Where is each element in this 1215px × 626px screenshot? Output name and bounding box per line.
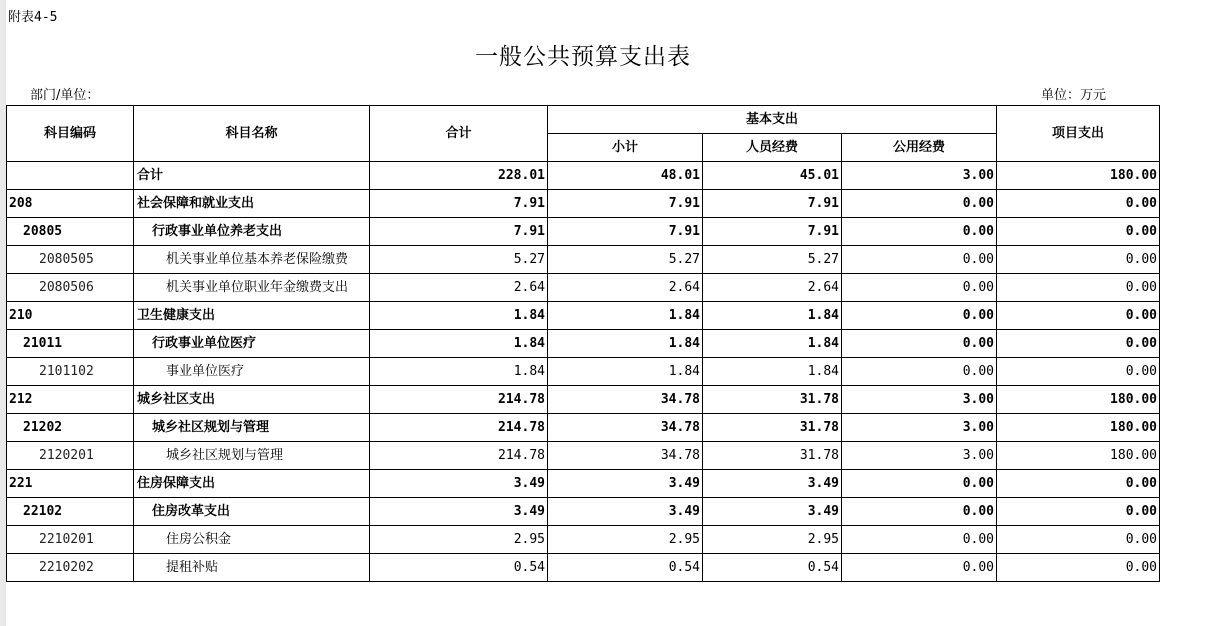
cell-public: 0.00	[842, 246, 997, 274]
cell-public: 3.00	[842, 414, 997, 442]
cell-public: 3.00	[842, 162, 997, 190]
cell-project: 0.00	[997, 190, 1160, 218]
cell-personnel: 3.49	[703, 498, 842, 526]
cell-personnel: 3.49	[703, 470, 842, 498]
cell-name: 社会保障和就业支出	[134, 190, 370, 218]
cell-public: 0.00	[842, 274, 997, 302]
table-row	[7, 470, 1160, 498]
page-title: 一般公共预算支出表	[475, 44, 691, 70]
cell-public: 0.00	[842, 218, 997, 246]
cell-code: 2120201	[7, 442, 134, 470]
cell-total: 214.78	[370, 386, 548, 414]
cell-name: 行政事业单位医疗	[134, 330, 370, 358]
cell-total: 7.91	[370, 218, 548, 246]
cell-total: 7.91	[370, 190, 548, 218]
cell-total: 2.64	[370, 274, 548, 302]
cell-project: 0.00	[997, 330, 1160, 358]
cell-code: 2101102	[7, 358, 134, 386]
cell-subtotal: 2.64	[548, 274, 703, 302]
cell-total: 1.84	[370, 330, 548, 358]
cell-subtotal: 7.91	[548, 218, 703, 246]
cell-personnel: 7.91	[703, 190, 842, 218]
cell-code: 208	[7, 190, 134, 218]
cell-subtotal: 34.78	[548, 386, 703, 414]
cell-code: 210	[7, 302, 134, 330]
cell-public: 0.00	[842, 358, 997, 386]
cell-project: 0.00	[997, 358, 1160, 386]
cell-total: 5.27	[370, 246, 548, 274]
cell-personnel: 1.84	[703, 302, 842, 330]
header-code: 科目编码	[7, 106, 134, 162]
table-row	[7, 246, 1160, 274]
cell-code: 2080506	[7, 274, 134, 302]
cell-name: 住房公积金	[134, 526, 370, 554]
cell-code: 21011	[7, 330, 134, 358]
table-row	[7, 414, 1160, 442]
cell-personnel: 31.78	[703, 386, 842, 414]
cell-personnel: 31.78	[703, 414, 842, 442]
cell-subtotal: 34.78	[548, 414, 703, 442]
table-row	[7, 386, 1160, 414]
cell-public: 0.00	[842, 526, 997, 554]
cell-code: 21202	[7, 414, 134, 442]
table-row	[7, 302, 1160, 330]
cell-public: 3.00	[842, 386, 997, 414]
header-name: 科目名称	[134, 106, 370, 162]
header-subtotal: 小计	[548, 134, 703, 162]
cell-personnel: 2.64	[703, 274, 842, 302]
cell-total: 214.78	[370, 414, 548, 442]
table-row	[7, 358, 1160, 386]
cell-personnel: 0.54	[703, 554, 842, 582]
cell-personnel: 1.84	[703, 358, 842, 386]
cell-name: 城乡社区规划与管理	[134, 414, 370, 442]
cell-code: 2210202	[7, 554, 134, 582]
table-row	[7, 554, 1160, 582]
cell-personnel: 7.91	[703, 218, 842, 246]
cell-name: 行政事业单位养老支出	[134, 218, 370, 246]
cell-subtotal: 3.49	[548, 470, 703, 498]
attachment-label: 附表4-5	[8, 10, 58, 25]
cell-total: 1.84	[370, 302, 548, 330]
header-basic: 基本支出	[548, 106, 997, 134]
cell-project: 180.00	[997, 414, 1160, 442]
cell-project: 180.00	[997, 442, 1160, 470]
dept-label: 部门/单位：	[30, 88, 100, 103]
cell-public: 0.00	[842, 470, 997, 498]
cell-total: 2.95	[370, 526, 548, 554]
cell-subtotal: 1.84	[548, 358, 703, 386]
cell-code: 212	[7, 386, 134, 414]
budget-table	[6, 105, 1160, 582]
cell-name: 机关事业单位基本养老保险缴费	[134, 246, 370, 274]
cell-project: 0.00	[997, 470, 1160, 498]
table-row	[7, 162, 1160, 190]
cell-name: 提租补贴	[134, 554, 370, 582]
cell-subtotal: 1.84	[548, 330, 703, 358]
header-personnel: 人员经费	[703, 134, 842, 162]
cell-total: 0.54	[370, 554, 548, 582]
cell-project: 180.00	[997, 162, 1160, 190]
cell-project: 0.00	[997, 246, 1160, 274]
cell-public: 3.00	[842, 442, 997, 470]
cell-subtotal: 5.27	[548, 246, 703, 274]
cell-project: 0.00	[997, 274, 1160, 302]
table-row	[7, 274, 1160, 302]
table-row	[7, 526, 1160, 554]
cell-name: 合计	[134, 162, 370, 190]
cell-total: 3.49	[370, 498, 548, 526]
table-row	[7, 218, 1160, 246]
cell-name: 事业单位医疗	[134, 358, 370, 386]
cell-code: 221	[7, 470, 134, 498]
cell-project: 0.00	[997, 498, 1160, 526]
cell-subtotal: 48.01	[548, 162, 703, 190]
cell-personnel: 1.84	[703, 330, 842, 358]
table-row	[7, 190, 1160, 218]
cell-name: 卫生健康支出	[134, 302, 370, 330]
header-public: 公用经费	[842, 134, 997, 162]
table-row	[7, 442, 1160, 470]
unit-label: 单位：万元	[1041, 88, 1107, 103]
cell-code	[7, 162, 134, 190]
cell-code: 22102	[7, 498, 134, 526]
cell-subtotal: 1.84	[548, 302, 703, 330]
cell-total: 228.01	[370, 162, 548, 190]
table-row	[7, 330, 1160, 358]
cell-name: 城乡社区规划与管理	[134, 442, 370, 470]
cell-name: 机关事业单位职业年金缴费支出	[134, 274, 370, 302]
cell-personnel: 31.78	[703, 442, 842, 470]
cell-code: 20805	[7, 218, 134, 246]
cell-subtotal: 0.54	[548, 554, 703, 582]
header-total: 合计	[370, 106, 548, 162]
cell-project: 0.00	[997, 218, 1160, 246]
cell-subtotal: 2.95	[548, 526, 703, 554]
header-project: 项目支出	[997, 106, 1160, 162]
cell-name: 住房改革支出	[134, 498, 370, 526]
cell-total: 1.84	[370, 358, 548, 386]
table-row	[7, 498, 1160, 526]
cell-subtotal: 3.49	[548, 498, 703, 526]
cell-subtotal: 7.91	[548, 190, 703, 218]
cell-project: 0.00	[997, 554, 1160, 582]
cell-subtotal: 34.78	[548, 442, 703, 470]
cell-name: 住房保障支出	[134, 470, 370, 498]
cell-code: 2210201	[7, 526, 134, 554]
cell-project: 180.00	[997, 386, 1160, 414]
cell-public: 0.00	[842, 190, 997, 218]
cell-total: 214.78	[370, 442, 548, 470]
cell-public: 0.00	[842, 330, 997, 358]
cell-personnel: 2.95	[703, 526, 842, 554]
cell-code: 2080505	[7, 246, 134, 274]
cell-public: 0.00	[842, 554, 997, 582]
cell-public: 0.00	[842, 302, 997, 330]
cell-personnel: 5.27	[703, 246, 842, 274]
cell-name: 城乡社区支出	[134, 386, 370, 414]
cell-personnel: 45.01	[703, 162, 842, 190]
cell-project: 0.00	[997, 526, 1160, 554]
cell-project: 0.00	[997, 302, 1160, 330]
cell-total: 3.49	[370, 470, 548, 498]
cell-public: 0.00	[842, 498, 997, 526]
